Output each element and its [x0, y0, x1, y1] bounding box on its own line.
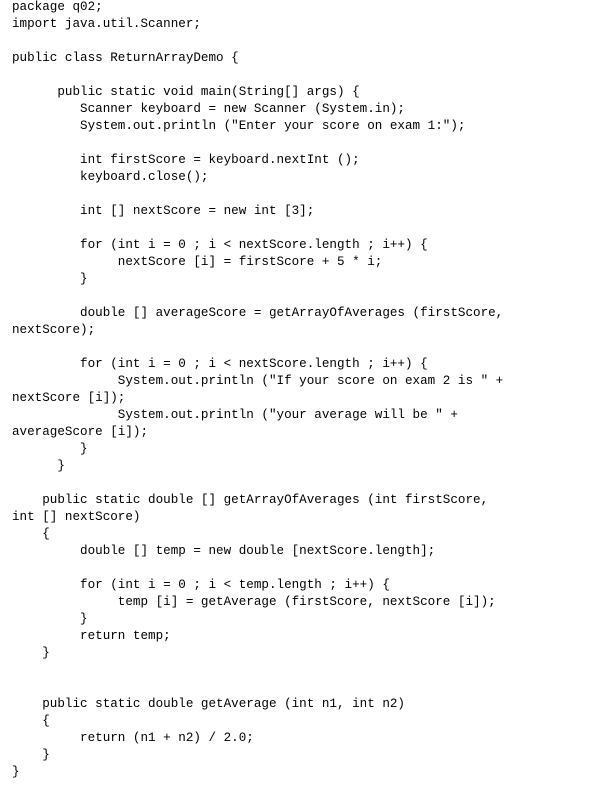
code-line: keyboard.close(); — [12, 170, 209, 184]
code-line: int [] nextScore) — [12, 510, 141, 524]
code-line: { — [12, 527, 50, 541]
code-line: import java.util.Scanner; — [12, 17, 201, 31]
code-line: for (int i = 0 ; i < temp.length ; i++) { — [12, 578, 390, 592]
code-line: double [] temp = new double [nextScore.length]; — [12, 544, 436, 558]
code-line: } — [12, 748, 50, 762]
code-line: System.out.println ("If your score on exam 2 is " + — [12, 374, 504, 388]
code-line: } — [12, 459, 65, 473]
code-line: public static void main(String[] args) { — [12, 85, 360, 99]
code-line: int [] nextScore = new int [3]; — [12, 204, 315, 218]
code-line: nextScore [i] = firstScore + 5 * i; — [12, 255, 383, 269]
code-line: nextScore [i]); — [12, 391, 126, 405]
code-line: { — [12, 714, 50, 728]
code-line: public static double [] getArrayOfAverages (int firstScore, — [12, 493, 489, 507]
code-line: System.out.println ("your average will be " + — [12, 408, 458, 422]
code-line: public class ReturnArrayDemo { — [12, 51, 239, 65]
code-line: averageScore [i]); — [12, 425, 149, 439]
code-line: } — [12, 272, 88, 286]
code-line: package q02; — [12, 0, 103, 14]
code-line: } — [12, 442, 88, 456]
code-line: } — [12, 646, 50, 660]
code-line: int firstScore = keyboard.nextInt (); — [12, 153, 360, 167]
code-line: nextScore); — [12, 323, 96, 337]
code-line: return (n1 + n2) / 2.0; — [12, 731, 254, 745]
code-line: } — [12, 612, 88, 626]
code-line: for (int i = 0 ; i < nextScore.length ; i++) { — [12, 238, 428, 252]
code-line: System.out.println ("Enter your score on exam 1:"); — [12, 119, 466, 133]
code-line: public static double getAverage (int n1, int n2) — [12, 697, 405, 711]
code-line: return temp; — [12, 629, 171, 643]
code-line: temp [i] = getAverage (firstScore, nextScore [i]); — [12, 595, 496, 609]
code-line: for (int i = 0 ; i < nextScore.length ; i++) { — [12, 357, 428, 371]
code-line: double [] averageScore = getArrayOfAverages (firstScore, — [12, 306, 504, 320]
code-line: } — [12, 765, 20, 779]
code-line: Scanner keyboard = new Scanner (System.in); — [12, 102, 405, 116]
